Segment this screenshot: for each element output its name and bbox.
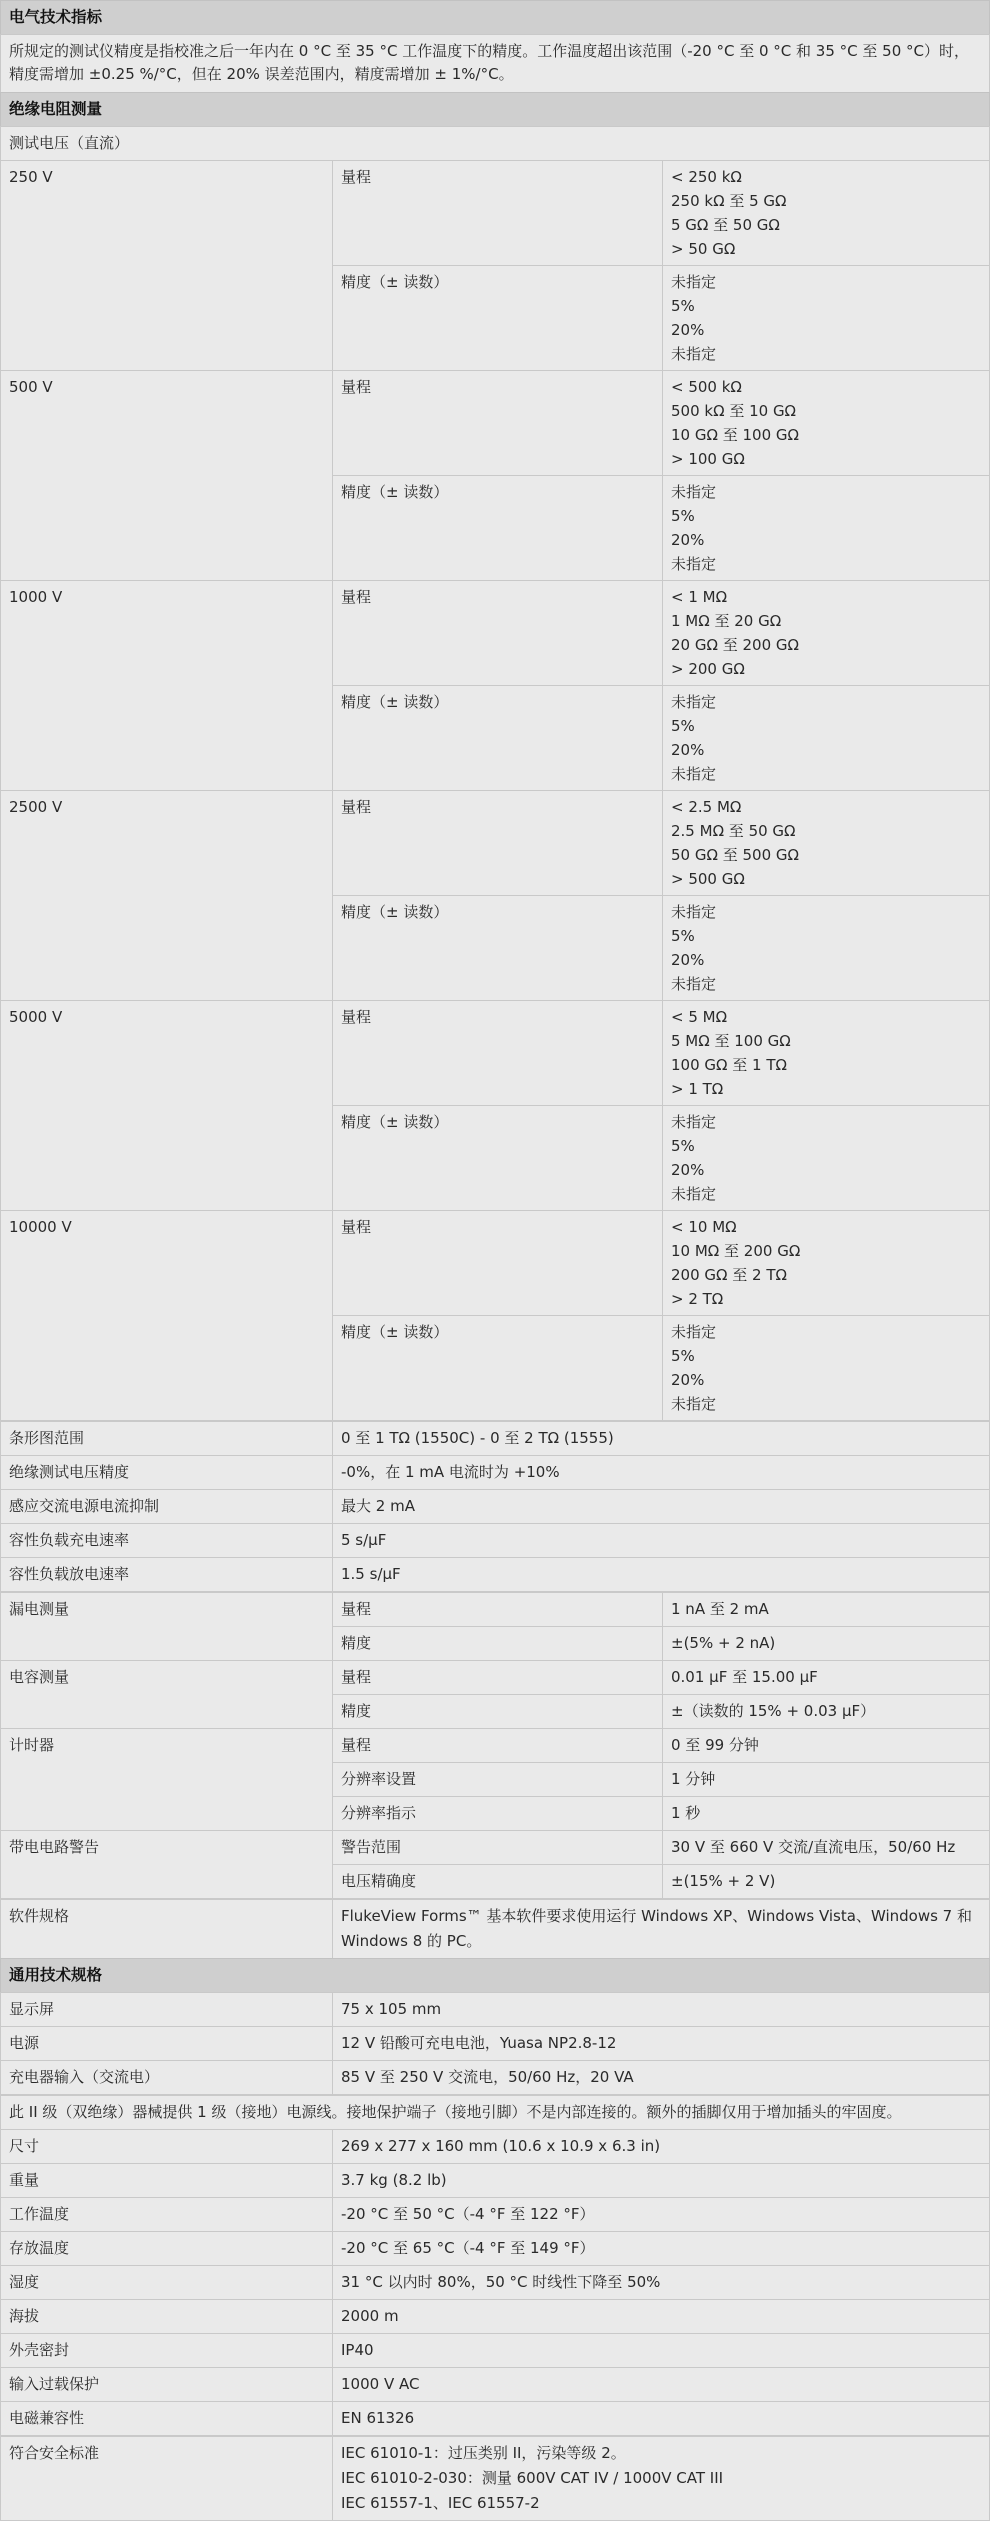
subrow-range xyxy=(333,791,989,895)
table-row xyxy=(0,2026,990,2060)
accuracy-values xyxy=(663,896,989,1000)
table-row-group xyxy=(0,1660,990,1728)
row-value: -20 °C 至 50 °C（-4 °F 至 122 °F） xyxy=(341,2205,595,2223)
accuracy-value: 5% xyxy=(671,1347,695,1365)
group-subrows xyxy=(333,1661,989,1728)
subrow-accuracy xyxy=(333,1315,989,1420)
accuracy-value: 未指定 xyxy=(671,483,717,501)
row-label: 漏电测量 xyxy=(1,1593,333,1660)
table-row xyxy=(0,1455,990,1489)
class-note: 此 II 级（双绝缘）器械提供 1 级（接地）电源线。接地保护端子（接地引脚）不是内部连接的。额外的插脚仅用于增加插头的牢固度。 xyxy=(0,2095,990,2129)
range-values xyxy=(663,161,989,265)
range-value: 250 kΩ 至 5 GΩ xyxy=(671,192,787,210)
subrow xyxy=(333,1762,989,1796)
row-value: 0 至 1 TΩ (1550C) - 0 至 2 TΩ (1555) xyxy=(341,1429,614,1447)
table-row xyxy=(0,2163,990,2197)
subrow-range xyxy=(333,1001,989,1105)
accuracy-value: 20% xyxy=(671,1371,705,1389)
sub-label: 精度 xyxy=(333,1695,663,1728)
table-row-voltage xyxy=(0,580,990,790)
table-row-software xyxy=(0,1899,990,1958)
table-row xyxy=(0,2299,990,2333)
range-value: < 1 MΩ xyxy=(671,588,728,606)
sub-label: 分辨率设置 xyxy=(333,1763,663,1796)
table-row-group xyxy=(0,1728,990,1830)
row-label: 电源 xyxy=(1,2027,333,2060)
accuracy-value: 未指定 xyxy=(671,1395,717,1413)
row-value: 31 °C 以内时 80%，50 °C 时线性下降至 50% xyxy=(341,2273,661,2291)
row-label: 海拔 xyxy=(1,2300,333,2333)
sub-value: 30 V 至 660 V 交流/直流电压，50/60 Hz xyxy=(671,1838,956,1856)
range-label: 量程 xyxy=(333,1001,663,1105)
accuracy-value: 未指定 xyxy=(671,273,717,291)
spec-rows xyxy=(0,1421,990,1592)
accuracy-values xyxy=(663,476,989,580)
accuracy-value: 未指定 xyxy=(671,903,717,921)
accuracy-values xyxy=(663,1106,989,1210)
voltage-subrows xyxy=(333,581,989,790)
sub-value: 1 nA 至 2 mA xyxy=(671,1600,769,1618)
row-label: 工作温度 xyxy=(1,2198,333,2231)
voltage-label: 10000 V xyxy=(1,1211,333,1420)
group-subrows xyxy=(333,1729,989,1830)
voltage-label: 2500 V xyxy=(1,791,333,1000)
subrow xyxy=(333,1796,989,1830)
subrow-range xyxy=(333,581,989,685)
table-row xyxy=(0,1992,990,2026)
row-label: 尺寸 xyxy=(1,2130,333,2163)
sub-label: 电压精确度 xyxy=(333,1865,663,1898)
safety-line: IEC 61557-1、IEC 61557-2 xyxy=(341,2494,540,2512)
table-row-voltage xyxy=(0,370,990,580)
table-row xyxy=(0,2060,990,2095)
range-value: > 200 GΩ xyxy=(671,660,745,678)
table-row-voltage xyxy=(0,160,990,370)
subrow-accuracy xyxy=(333,265,989,370)
sub-value: ±(5% + 2 nA) xyxy=(671,1634,776,1652)
safety-line: IEC 61010-1：过压类别 II，污染等级 2。 xyxy=(341,2444,626,2462)
table-row-group xyxy=(0,1830,990,1899)
range-value: > 50 GΩ xyxy=(671,240,736,258)
accuracy-value: 未指定 xyxy=(671,1185,717,1203)
row-label: 绝缘测试电压精度 xyxy=(1,1456,333,1489)
row-label: 显示屏 xyxy=(1,1993,333,2026)
range-label: 量程 xyxy=(333,371,663,475)
table-row xyxy=(0,2265,990,2299)
table-row-voltage xyxy=(0,1210,990,1421)
group-subrows xyxy=(333,1593,989,1660)
table-row xyxy=(0,2367,990,2401)
range-value: 10 MΩ 至 200 GΩ xyxy=(671,1242,801,1260)
range-value: > 2 TΩ xyxy=(671,1290,724,1308)
table-row-group xyxy=(0,1592,990,1660)
row-label: 容性负载充电速率 xyxy=(1,1524,333,1557)
accuracy-label: 精度（± 读数） xyxy=(333,266,663,370)
sub-label: 分辨率指示 xyxy=(333,1797,663,1830)
range-values xyxy=(663,1001,989,1105)
row-value: FlukeView Forms™ 基本软件要求使用运行 Windows XP、Windows Vista、Windows 7 和 Windows 8 的 PC。 xyxy=(341,1907,972,1950)
subrow xyxy=(333,1864,989,1898)
table-row xyxy=(0,2401,990,2436)
sub-value: 0 至 99 分钟 xyxy=(671,1736,759,1754)
range-values xyxy=(663,1211,989,1315)
voltage-subrows xyxy=(333,161,989,370)
table-row xyxy=(0,2333,990,2367)
row-value: 2000 m xyxy=(341,2307,399,2325)
voltage-subrows xyxy=(333,371,989,580)
row-value: 最大 2 mA xyxy=(341,1497,415,1515)
subrow xyxy=(333,1593,989,1626)
voltage-subrows xyxy=(333,791,989,1000)
accuracy-value: 20% xyxy=(671,531,705,549)
general-rows-b xyxy=(0,2129,990,2436)
row-label: 外壳密封 xyxy=(1,2334,333,2367)
accuracy-value: 20% xyxy=(671,321,705,339)
subrow xyxy=(333,1694,989,1728)
row-label: 电磁兼容性 xyxy=(1,2402,333,2435)
row-value: 85 V 至 250 V 交流电，50/60 Hz，20 VA xyxy=(341,2068,634,2086)
table-row xyxy=(0,2231,990,2265)
accuracy-label: 精度（± 读数） xyxy=(333,1316,663,1420)
voltage-subrows xyxy=(333,1211,989,1420)
voltage-subrows xyxy=(333,1001,989,1210)
accuracy-note: 所规定的测试仪精度是指校准之后一年内在 0 °C 至 35 °C 工作温度下的精度。工作温度超出该范围（-20 °C 至 0 °C 和 35 °C 至 50 °C）时，精度需增加 ±0.25 %/°C，但在 20% 误差范围内，精度需增加 ± 1%/°C。 xyxy=(0,34,990,92)
sub-label: 警告范围 xyxy=(333,1831,663,1864)
row-value: IP40 xyxy=(341,2341,374,2359)
accuracy-value: 未指定 xyxy=(671,345,717,363)
accuracy-value: 5% xyxy=(671,507,695,525)
subrow-accuracy xyxy=(333,1105,989,1210)
accuracy-values xyxy=(663,1316,989,1420)
voltage-label: 1000 V xyxy=(1,581,333,790)
accuracy-value: 5% xyxy=(671,927,695,945)
sub-value: ±(15% + 2 V) xyxy=(671,1872,776,1890)
range-value: 5 GΩ 至 50 GΩ xyxy=(671,216,780,234)
row-label: 输入过载保护 xyxy=(1,2368,333,2401)
accuracy-label: 精度（± 读数） xyxy=(333,896,663,1000)
range-value: 2.5 MΩ 至 50 GΩ xyxy=(671,822,796,840)
table-row xyxy=(0,1557,990,1592)
range-value: 20 GΩ 至 200 GΩ xyxy=(671,636,799,654)
test-voltage-label: 测试电压（直流） xyxy=(0,126,990,160)
range-value: 5 MΩ 至 100 GΩ xyxy=(671,1032,791,1050)
row-label: 感应交流电源电流抑制 xyxy=(1,1490,333,1523)
accuracy-label: 精度（± 读数） xyxy=(333,686,663,790)
row-label: 充电器输入（交流电） xyxy=(1,2061,333,2094)
subrow-range xyxy=(333,371,989,475)
row-label: 重量 xyxy=(1,2164,333,2197)
subrow-accuracy xyxy=(333,475,989,580)
row-value: -0%，在 1 mA 电流时为 +10% xyxy=(341,1463,560,1481)
row-value: EN 61326 xyxy=(341,2409,415,2427)
section-header-electrical: 电气技术指标 xyxy=(0,0,990,34)
range-values xyxy=(663,581,989,685)
general-rows-a xyxy=(0,1992,990,2095)
voltage-label: 500 V xyxy=(1,371,333,580)
accuracy-value: 未指定 xyxy=(671,975,717,993)
row-label: 计时器 xyxy=(1,1729,333,1830)
accuracy-value: 未指定 xyxy=(671,693,717,711)
range-value: 500 kΩ 至 10 GΩ xyxy=(671,402,797,420)
row-value: 1000 V AC xyxy=(341,2375,420,2393)
sub-value: 1 秒 xyxy=(671,1804,701,1822)
row-label: 电容测量 xyxy=(1,1661,333,1728)
group-subrows xyxy=(333,1831,989,1898)
range-value: 1 MΩ 至 20 GΩ xyxy=(671,612,782,630)
accuracy-label: 精度（± 读数） xyxy=(333,476,663,580)
subrow-accuracy xyxy=(333,895,989,1000)
range-value: < 5 MΩ xyxy=(671,1008,728,1026)
accuracy-value: 未指定 xyxy=(671,555,717,573)
subrow xyxy=(333,1831,989,1864)
row-label: 带电电路警告 xyxy=(1,1831,333,1898)
row-label: 软件规格 xyxy=(1,1900,333,1958)
row-label: 湿度 xyxy=(1,2266,333,2299)
table-row xyxy=(0,2197,990,2231)
table-row-voltage xyxy=(0,1000,990,1210)
row-value xyxy=(333,2437,989,2520)
subrow xyxy=(333,1626,989,1660)
section-header-general: 通用技术规格 xyxy=(0,1958,990,1992)
voltage-label: 250 V xyxy=(1,161,333,370)
sub-value: 1 分钟 xyxy=(671,1770,716,1788)
table-row xyxy=(0,1421,990,1455)
grouped-spec-rows xyxy=(0,1592,990,1899)
range-value: 50 GΩ 至 500 GΩ xyxy=(671,846,799,864)
sub-label: 量程 xyxy=(333,1729,663,1762)
row-label: 存放温度 xyxy=(1,2232,333,2265)
range-value: < 10 MΩ xyxy=(671,1218,737,1236)
sub-label: 精度 xyxy=(333,1627,663,1660)
range-value: 10 GΩ 至 100 GΩ xyxy=(671,426,799,444)
table-row-safety xyxy=(0,2436,990,2521)
range-values xyxy=(663,371,989,475)
section-header-insulation: 绝缘电阻测量 xyxy=(0,92,990,126)
sub-label: 量程 xyxy=(333,1661,663,1694)
accuracy-value: 20% xyxy=(671,951,705,969)
range-label: 量程 xyxy=(333,791,663,895)
row-value: 269 x 277 x 160 mm (10.6 x 10.9 x 6.3 in) xyxy=(341,2137,661,2155)
accuracy-values xyxy=(663,266,989,370)
range-value: < 2.5 MΩ xyxy=(671,798,742,816)
range-value: < 250 kΩ xyxy=(671,168,742,186)
range-label: 量程 xyxy=(333,1211,663,1315)
range-value: 200 GΩ 至 2 TΩ xyxy=(671,1266,787,1284)
accuracy-value: 5% xyxy=(671,717,695,735)
range-value: > 1 TΩ xyxy=(671,1080,724,1098)
accuracy-value: 20% xyxy=(671,1161,705,1179)
accuracy-value: 5% xyxy=(671,1137,695,1155)
row-value: -20 °C 至 65 °C（-4 °F 至 149 °F） xyxy=(341,2239,595,2257)
sub-value: 0.01 μF 至 15.00 μF xyxy=(671,1668,818,1686)
subrow-range xyxy=(333,1211,989,1315)
range-values xyxy=(663,791,989,895)
accuracy-value: 5% xyxy=(671,297,695,315)
range-label: 量程 xyxy=(333,161,663,265)
subrow-range xyxy=(333,161,989,265)
row-label: 容性负载放电速率 xyxy=(1,1558,333,1591)
table-row xyxy=(0,2129,990,2163)
row-label: 符合安全标准 xyxy=(1,2437,333,2520)
accuracy-value: 20% xyxy=(671,741,705,759)
row-value: 1.5 s/μF xyxy=(341,1565,401,1583)
accuracy-value: 未指定 xyxy=(671,765,717,783)
range-value: < 500 kΩ xyxy=(671,378,742,396)
accuracy-label: 精度（± 读数） xyxy=(333,1106,663,1210)
accuracy-values xyxy=(663,686,989,790)
range-value: 100 GΩ 至 1 TΩ xyxy=(671,1056,787,1074)
insulation-voltage-rows xyxy=(0,160,990,1421)
table-row xyxy=(0,1523,990,1557)
sub-value: ±（读数的 15% + 0.03 μF） xyxy=(671,1702,876,1720)
row-label: 条形图范围 xyxy=(1,1422,333,1455)
range-label: 量程 xyxy=(333,581,663,685)
accuracy-value: 未指定 xyxy=(671,1323,717,1341)
row-value: 5 s/μF xyxy=(341,1531,387,1549)
voltage-label: 5000 V xyxy=(1,1001,333,1210)
subrow xyxy=(333,1729,989,1762)
subrow xyxy=(333,1661,989,1694)
row-value: 75 x 105 mm xyxy=(341,2000,442,2018)
range-value: > 500 GΩ xyxy=(671,870,745,888)
table-row xyxy=(0,1489,990,1523)
subrow-accuracy xyxy=(333,685,989,790)
sub-label: 量程 xyxy=(333,1593,663,1626)
table-row-voltage xyxy=(0,790,990,1000)
row-value: 12 V 铅酸可充电电池，Yuasa NP2.8-12 xyxy=(341,2034,617,2052)
range-value: > 100 GΩ xyxy=(671,450,745,468)
safety-line: IEC 61010-2-030：测量 600V CAT IV / 1000V CAT III xyxy=(341,2469,724,2487)
row-value: 3.7 kg (8.2 lb) xyxy=(341,2171,447,2189)
accuracy-value: 未指定 xyxy=(671,1113,717,1131)
